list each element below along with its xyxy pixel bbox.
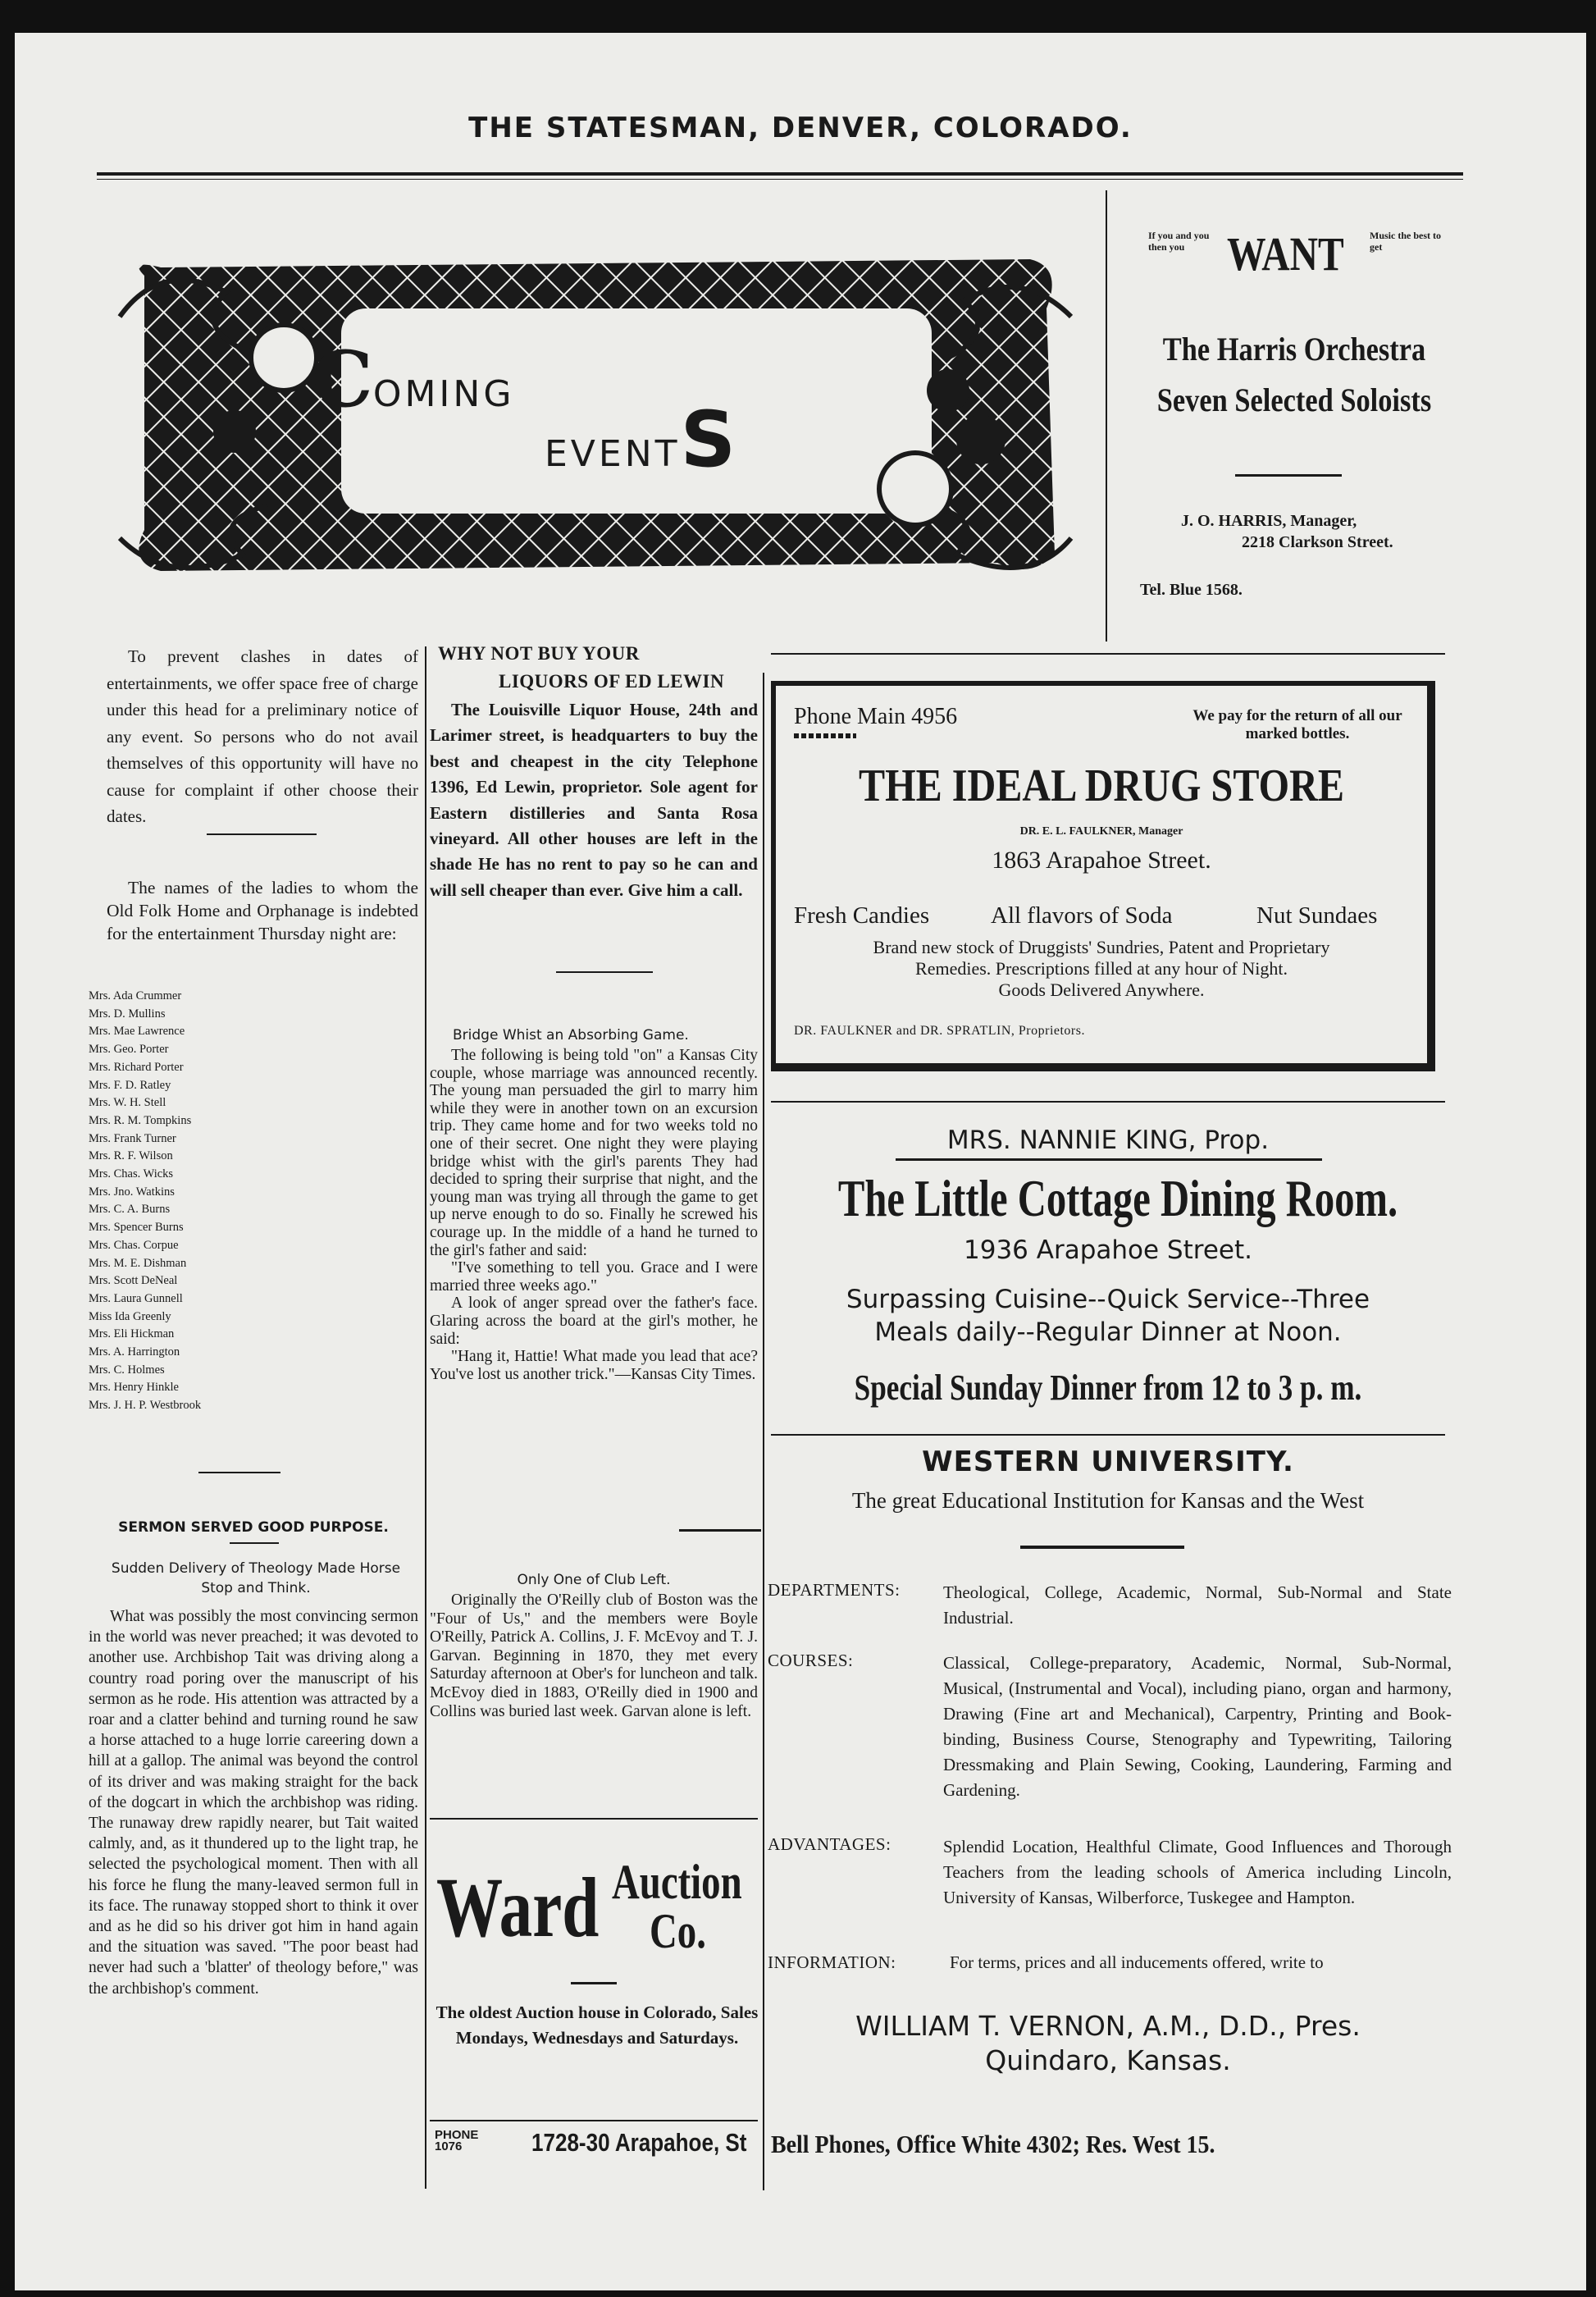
list-item: Mrs. M. E. Dishman bbox=[89, 1256, 187, 1270]
university-title: WESTERN UNIVERSITY. bbox=[922, 1445, 1294, 1478]
lewin-head2: LIQUORS OF ED LEWIN bbox=[499, 671, 725, 692]
dept-label: DEPARTMENTS: bbox=[768, 1580, 901, 1600]
list-item: Mrs. Frank Turner bbox=[89, 1131, 176, 1145]
ward-phone-num: 1076 bbox=[435, 2139, 463, 2153]
bridge-p4: "Hang it, Hattie! What made you lead that ace? You've lost us another trick."—Kansas City Times. bbox=[430, 1348, 758, 1383]
drug-manager: DR. E. L. FAULKNER, Manager bbox=[1019, 825, 1183, 838]
harris-line1: The Harris Orchestra bbox=[1162, 331, 1426, 368]
cottage-address: 1936 Arapahoe Street. bbox=[964, 1235, 1252, 1265]
list-item: Mrs. C. Holmes bbox=[89, 1363, 165, 1377]
drug-return-note: We pay for the return of all our marked bottles. bbox=[1192, 707, 1402, 742]
list-item: Mrs. Eli Hickman bbox=[89, 1327, 175, 1341]
col1-divider-2 bbox=[198, 1472, 280, 1473]
harris-manager: J. O. HARRIS, Manager, bbox=[1181, 512, 1357, 530]
drug-line2: Remedies. Prescriptions filled at any hour of Night. bbox=[915, 958, 1288, 979]
bridge-article bbox=[430, 1047, 758, 1383]
banner-word-events: EVENTS bbox=[545, 395, 736, 485]
ward-divider bbox=[571, 1982, 617, 1984]
drug-line1: Brand new stock of Druggists' Sundries, Patent and Proprietary bbox=[873, 937, 1330, 957]
bridge-p3: A look of anger spread over the father's face. Glaring across the board at the girl's mother, he said: bbox=[430, 1295, 758, 1348]
list-item: Mrs. Spencer Burns bbox=[89, 1221, 184, 1235]
harris-want-line bbox=[1148, 226, 1460, 289]
list-item: Mrs. Henry Hinkle bbox=[89, 1381, 179, 1395]
col2-right-rule bbox=[763, 673, 764, 2190]
list-item: Mrs. R. M. Tompkins bbox=[89, 1113, 192, 1127]
drug-phone-underline bbox=[794, 733, 856, 738]
list-item: Mrs. C. A. Burns bbox=[89, 1203, 171, 1217]
list-item: Mrs. Mae Lawrence bbox=[89, 1025, 185, 1039]
lewin-head1: WHY NOT BUY YOUR bbox=[438, 643, 640, 664]
ladies-intro-paragraph: The names of the ladies to whom the Old Folk Home and Orphanage is indebted for the entertainment Thursday night are: bbox=[107, 878, 418, 943]
ward-desc: The oldest Auction house in Colorado, Sales Mondays, Wednesdays and Saturdays. bbox=[435, 2002, 759, 2048]
university-divider bbox=[1020, 1546, 1184, 1549]
list-item: Miss Ida Greenly bbox=[89, 1309, 171, 1323]
drug-phone: Phone Main 4956 bbox=[794, 704, 958, 729]
drug-title: THE IDEAL DRUG STORE bbox=[859, 760, 1344, 811]
list-item: Mrs. Laura Gunnell bbox=[89, 1291, 183, 1305]
harris-right-small: Music the best to get bbox=[1370, 230, 1441, 253]
masthead-rule-thin bbox=[97, 179, 1463, 180]
lewin-body: The Louisville Liquor House, 24th and Larimer street, is headquarters to buy the best and cheapest in the city Telephone 1396, Ed Lewin, proprietor. Sole agent for Eastern distilleries and Santa Rosa vineyard. All other houses are left in the shade He has no rent to pay so he can and will sell cheaper than ever. Give him a call. bbox=[430, 700, 758, 900]
right-col-top-rule bbox=[771, 653, 1445, 655]
ward-co: Co. bbox=[650, 1904, 706, 1958]
university-top-rule bbox=[771, 1434, 1445, 1436]
ward-name: Ward bbox=[436, 1861, 600, 1955]
cottage-line1: Surpassing Cuisine--Quick Service--Three bbox=[846, 1285, 1370, 1314]
club-body: Originally the O'Reilly club of Boston was the "Four of Us," and the members were Boyle O'Reilly, Patrick A. Collins, J. F. McEvoy and T. J. Garvan. Beginning in 1870, they met every Saturday afternoon at Ober's for luncheon and talk. McEvoy died in 1883, O'Reilly died in 1900 and Collins was buried last week. Garvan alone is left. bbox=[430, 1591, 758, 1720]
col1-right-rule bbox=[425, 646, 426, 2189]
ward-bottom-rule bbox=[430, 2120, 758, 2121]
sermon-headline: SERMON SERVED GOOD PURPOSE. bbox=[118, 1519, 389, 1536]
list-item: Mrs. Ada Crummer bbox=[89, 989, 182, 1002]
drug-item1: Fresh Candies bbox=[794, 902, 930, 929]
university-president: WILLIAM T. VERNON, A.M., D.D., Pres. bbox=[855, 2010, 1361, 2042]
col1-ladies-intro bbox=[107, 876, 418, 945]
harris-line2: Seven Selected Soloists bbox=[1156, 381, 1432, 418]
ward-phone-block bbox=[435, 2130, 478, 2153]
col1-intro bbox=[107, 643, 418, 830]
ladies-list bbox=[89, 988, 335, 1415]
bridge-headline: Bridge Whist an Absorbing Game. bbox=[453, 1027, 689, 1043]
adv-label: ADVANTAGES: bbox=[768, 1834, 891, 1854]
masthead: THE STATESMAN, DENVER, COLORADO. bbox=[468, 112, 1133, 144]
col1-divider-1 bbox=[207, 833, 317, 835]
drug-line3: Goods Delivered Anywhere. bbox=[998, 980, 1205, 1000]
list-item: Mrs. A. Harrington bbox=[89, 1345, 180, 1359]
list-item: Mrs. F. D. Ratley bbox=[89, 1078, 171, 1092]
dept-text: Theological, College, Academic, Normal, Sub-Normal and State Industrial. bbox=[943, 1582, 1452, 1628]
info-text: For terms, prices and all inducements offered, write to bbox=[950, 1952, 1324, 1972]
banner-word-coming: COMING bbox=[312, 335, 515, 425]
col2-divider-2 bbox=[679, 1529, 761, 1532]
adv-text: Splendid Location, Healthful Climate, Good Influences and Thorough Teachers from the leading schools of America including Lincoln, University of Kansas, Wilberforce, Tuskegee and Hampton. bbox=[943, 1837, 1452, 1907]
list-item: Mrs. Chas. Corpue bbox=[89, 1238, 179, 1252]
drug-store-ad bbox=[771, 681, 1435, 1071]
sermon-article bbox=[89, 1606, 418, 1999]
masthead-rule bbox=[97, 172, 1463, 176]
bridge-p2: "I've something to tell you. Grace and I were married three weeks ago." bbox=[430, 1259, 758, 1295]
ward-address: 1728-30 Arapahoe, St bbox=[531, 2128, 747, 2157]
university-location: Quindaro, Kansas. bbox=[985, 2044, 1231, 2076]
list-item: Mrs. W. H. Stell bbox=[89, 1096, 166, 1110]
list-item: Mrs. D. Mullins bbox=[89, 1007, 166, 1021]
courses-text: Classical, College-preparatory, Academic, Normal, Sub-Normal, Musical, (Instrumental and Vocal), including piano, organ and harmony, Drawing (Fine art and Mechanical), Carpentry, Printing and Book-binding, Business Course, Stenography and Typewriting, Tailoring Dressmaking and Plain Sewing, Cooking, Laundering, Farming and Gardening. bbox=[943, 1653, 1452, 1800]
cottage-prop: MRS. NANNIE KING, Prop. bbox=[946, 1126, 1270, 1155]
list-item: Mrs. Geo. Porter bbox=[89, 1043, 169, 1057]
drug-address: 1863 Arapahoe Street. bbox=[992, 847, 1211, 874]
list-item: Mrs. R. F. Wilson bbox=[89, 1149, 173, 1163]
harris-want: WANT bbox=[1227, 227, 1344, 281]
drug-item2: All flavors of Soda bbox=[991, 902, 1173, 929]
harris-divider bbox=[1235, 474, 1342, 477]
bridge-p1: The following is being told "on" a Kansas City couple, whose marriage was announced recently. The young man persuaded the girl to marry him while they were in another town on an excursion trip. They came home and for two weeks told no one of their secret. One night they were playing bridge whist with the girl's parents They had decided to spring their surprise that night, and the young man was trying all through the game to get up nerve enough to do so. Finally he screwed his courage up. In the middle of a hand he turned to the girl's father and said: bbox=[430, 1047, 758, 1259]
newspaper-page bbox=[15, 33, 1586, 2290]
info-label: INFORMATION: bbox=[768, 1952, 896, 1972]
col2-divider-1 bbox=[556, 971, 653, 973]
club-headline: Only One of Club Left. bbox=[517, 1572, 671, 1588]
harris-tel: Tel. Blue 1568. bbox=[1140, 581, 1243, 599]
list-item: Mrs. J. H. P. Westbrook bbox=[89, 1399, 202, 1413]
list-item: Mrs. Chas. Wicks bbox=[89, 1167, 174, 1181]
cottage-title: The Little Cottage Dining Room. bbox=[837, 1169, 1398, 1227]
ward-phone-label: PHONE bbox=[435, 2128, 479, 2142]
drug-item3: Nut Sundaes bbox=[1256, 902, 1378, 929]
courses-label: COURSES: bbox=[768, 1651, 854, 1670]
list-item: Mrs. Richard Porter bbox=[89, 1060, 184, 1074]
university-subtitle: The great Educational Institution for Kansas and the West bbox=[851, 1488, 1365, 1513]
harris-street: 2218 Clarkson Street. bbox=[1242, 533, 1393, 551]
sermon-head-rule bbox=[230, 1542, 279, 1544]
harris-left-small: If you and you then you bbox=[1148, 230, 1210, 253]
sermon-subheadline: Sudden Delivery of Theology Made Horse Stop and Think. bbox=[111, 1560, 401, 1596]
sermon-body: What was possibly the most convincing sermon in the world was never preached; it was devoted to another use. Archbishop Tait was driving along a country road poring over the manuscript of his sermon as he rode. His attention was attracted by a roar and a clatter behind and turning round he saw a horse attached to a huge lorrie careering down a hill at a gallop. The animal was beyond the control of its driver and was making straight for the back of the dogcart in which the archbishop was riding. The runaway drew rapidly nearer, but Tait waited calmly, and, as it thundered up to the light trap, he selected the psychological moment. Then with all his force he flung the many-leaved sermon full in its face. The runaway stopped short to think it over and as he did so his driver got him in hand again and the situation was saved. "The poor beast had never had such a 'blatter' of theology before," was the archbishop's comment. bbox=[89, 1608, 418, 1998]
university-phones: Bell Phones, Office White 4302; Res. West 15. bbox=[771, 2130, 1215, 2158]
list-item: Mrs. Scott DeNeal bbox=[89, 1274, 178, 1288]
lewin-article bbox=[430, 697, 758, 903]
cottage-line2: Meals daily--Regular Dinner at Noon. bbox=[874, 1317, 1342, 1347]
cottage-top-rule bbox=[771, 1101, 1445, 1103]
cottage-prop-underline bbox=[896, 1158, 1322, 1161]
ward-top-rule bbox=[430, 1818, 758, 1820]
club-article bbox=[430, 1591, 758, 1721]
harris-left-rule bbox=[1106, 190, 1107, 642]
cottage-sunday: Special Sunday Dinner from 12 to 3 p. m. bbox=[854, 1368, 1362, 1408]
intro-paragraph: To prevent clashes in dates of entertainments, we offer space free of charge under this head for a preliminary notice of any event. So persons who do not avail themselves of this opportunity will have no cause for complaint if other choose their dates. bbox=[107, 646, 418, 826]
ward-auction: Auction bbox=[612, 1855, 742, 1909]
drug-proprietors: DR. FAULKNER and DR. SPRATLIN, Proprietors. bbox=[794, 1024, 1085, 1038]
list-item: Mrs. Jno. Watkins bbox=[89, 1185, 175, 1199]
